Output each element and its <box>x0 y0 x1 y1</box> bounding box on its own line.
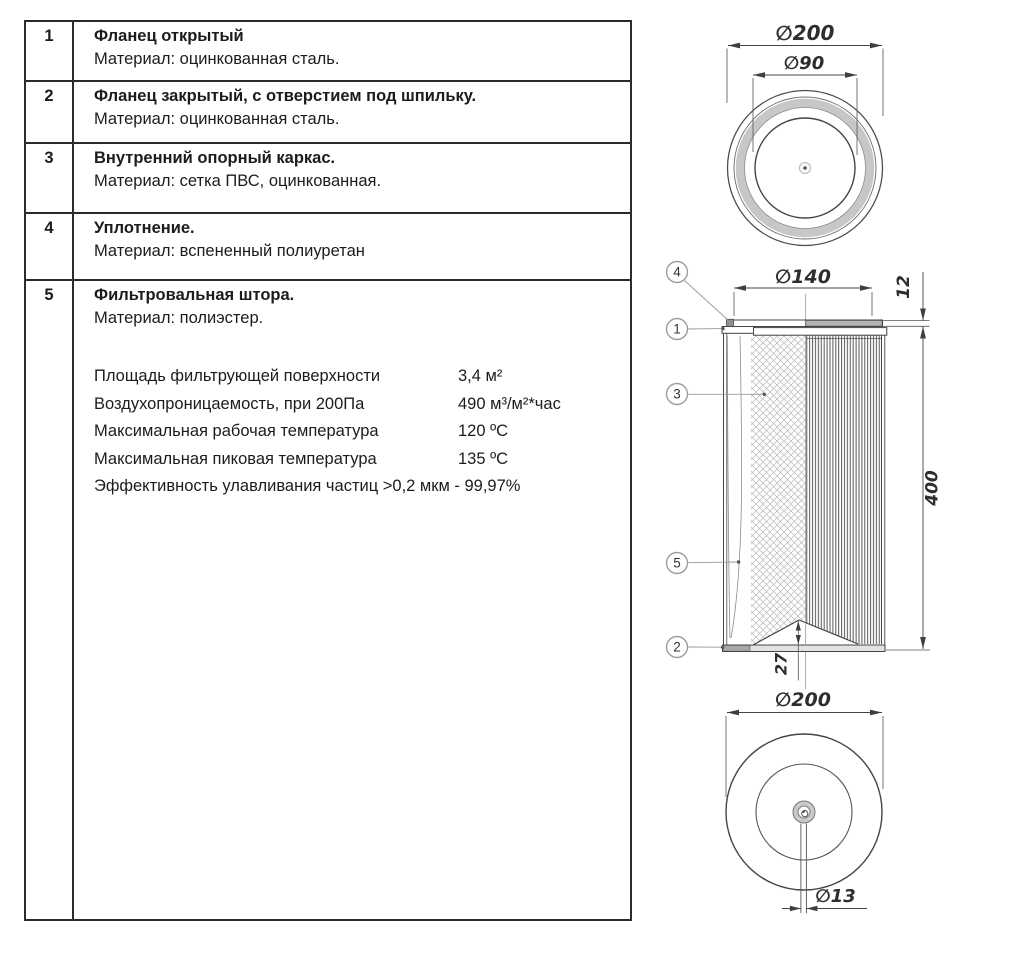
row-number: 1 <box>26 22 74 80</box>
spec-row <box>94 363 618 391</box>
spec-label: Максимальная пиковая температура <box>94 449 377 468</box>
top-view <box>727 21 883 246</box>
side-view <box>667 262 943 690</box>
row-number: 4 <box>26 214 74 279</box>
dim-flange-height <box>880 272 930 326</box>
open-flange-rim <box>722 327 755 334</box>
efficiency-note: Эффективность улавливания частиц >0,2 мкм - 99,97% <box>94 477 521 495</box>
callout-5-label: 5 <box>673 555 681 571</box>
spec-row <box>94 391 618 419</box>
dim-side-width <box>734 266 872 316</box>
table-row <box>26 80 630 142</box>
dim-label-hole: ∅13 <box>815 886 856 907</box>
part-material: Материал: сетка ПВС, оцинкованная. <box>94 172 382 190</box>
row-number: 5 <box>26 281 74 919</box>
bottom-flange-left <box>723 645 750 651</box>
technical-drawing <box>650 10 1024 960</box>
dim-label-top-outer: ∅200 <box>775 21 835 45</box>
callout-1 <box>667 319 725 340</box>
part-material: Материал: вспененный полиуретан <box>94 242 365 260</box>
part-material: Материал: оцинкованная сталь. <box>94 50 340 68</box>
top-collar <box>754 328 887 336</box>
support-mesh <box>751 335 806 645</box>
dim-label-side-width: ∅140 <box>775 266 831 288</box>
dim-label-flange-height: 12 <box>894 275 914 299</box>
parts-table <box>24 20 632 921</box>
spec-label: Воздухопроницаемость, при 200Па <box>94 394 365 413</box>
table-row <box>26 279 630 919</box>
bottom-view <box>726 689 883 913</box>
table-row <box>26 22 630 80</box>
part-title: Фланец закрытый, с отверстием под шпильку. <box>94 87 477 105</box>
dim-label-body-height: 400 <box>922 470 943 506</box>
dim-label-bottom-outer: ∅200 <box>775 689 831 711</box>
row-content <box>74 144 630 212</box>
table-row <box>26 142 630 212</box>
part-title: Фильтровальная штора. <box>94 286 295 304</box>
callout-3-label: 3 <box>673 386 681 402</box>
spec-label: Площадь фильтрующей поверхности <box>94 367 381 385</box>
row-content <box>74 22 630 80</box>
table-row <box>26 212 630 279</box>
spec-label: Максимальная рабочая температура <box>94 422 379 440</box>
top-flange-plate-section <box>806 320 883 326</box>
row-content <box>74 82 630 142</box>
spec-value: 490 м³/м²*час <box>458 394 561 413</box>
callout-2 <box>667 637 725 658</box>
part-title: Фланец открытый <box>94 27 244 45</box>
row-number: 3 <box>26 144 74 212</box>
spec-value: 135 ºС <box>458 449 509 468</box>
gasket-corner <box>727 319 734 326</box>
row-number: 2 <box>26 82 74 142</box>
row-content <box>74 214 630 279</box>
dim-body-height <box>886 327 943 651</box>
pleated-media <box>806 335 882 645</box>
part-title: Уплотнение. <box>94 219 195 237</box>
curtain-fold <box>727 336 741 638</box>
part-material: Материал: оцинкованная сталь. <box>94 110 340 128</box>
row-content <box>74 281 630 919</box>
callout-1-label: 1 <box>673 321 681 337</box>
dim-label-notch-depth: 27 <box>771 652 791 676</box>
spec-value: 120 ºС <box>458 422 509 440</box>
part-title: Внутренний опорный каркас. <box>94 149 336 167</box>
center-dot <box>803 166 807 170</box>
callout-2-label: 2 <box>673 639 681 655</box>
callout-4-label: 4 <box>673 264 681 280</box>
hub-dot <box>802 811 804 813</box>
dim-label-top-inner: ∅90 <box>783 53 825 74</box>
spec-value: 3,4 м² <box>458 367 503 385</box>
spec-row <box>94 446 618 474</box>
spec-list <box>94 363 618 501</box>
spec-row <box>94 418 618 446</box>
part-material: Материал: полиэстер. <box>94 309 264 327</box>
callout-4 <box>667 262 729 321</box>
